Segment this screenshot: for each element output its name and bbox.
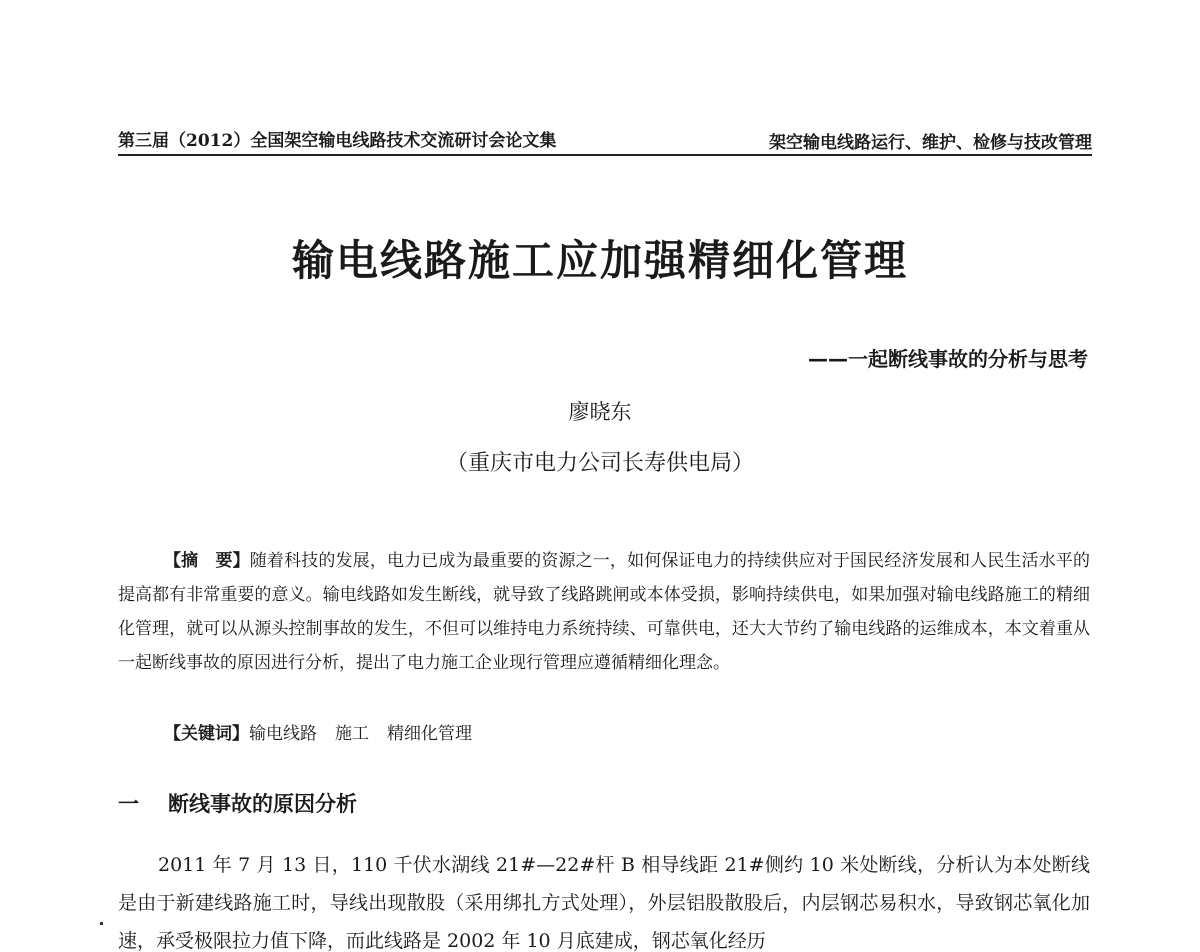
keyword-item: 输电线路 (249, 724, 317, 744)
section-number: 一 (118, 792, 139, 816)
body-paragraph: 2011 年 7 月 13 日，110 千伏水湖线 21#—22#杆 B 相导线距 21#侧约 10 米处断线，分析认为本处断线是由于新建线路施工时，导线出现散股（采用绑扎方式处理），外层铝股散股后，内层钢芯易积水，导致钢芯氧化加速，承受极限拉力值下降，而此线路是 2002 年 10 月底建成，钢芯氧化经历 (118, 854, 1090, 952)
paper-title: 输电线路施工应加强精细化管理 (291, 236, 908, 285)
header-proceedings-title: 第三届（2012）全国架空输电线路技术交流研讨会论文集 (118, 131, 557, 151)
scan-speck (100, 922, 103, 925)
running-header (118, 122, 1092, 156)
header-section-title: 架空输电线路运行、维护、检修与技改管理 (769, 133, 1092, 153)
keyword-item: 施工 (335, 724, 369, 744)
keyword-item: 精细化管理 (387, 724, 472, 744)
abstract-label: 【摘 要】 (164, 551, 250, 571)
keywords-label: 【关键词】 (164, 724, 249, 744)
author-affiliation: （重庆市电力公司长寿供电局） (445, 451, 754, 476)
keywords (164, 719, 490, 749)
section-title: 断线事故的原因分析 (168, 792, 357, 816)
section-heading (118, 788, 357, 818)
abstract (118, 544, 1090, 680)
paper-subtitle: ——一起断线事故的分析与思考 (808, 347, 1088, 371)
author-name: 廖晓东 (568, 400, 632, 424)
abstract-text: 随着科技的发展，电力已成为最重要的资源之一，如何保证电力的持续供应对于国民经济发展和人民生活水平的提高都有非常重要的意义。输电线路如发生断线，就导致了线路跳闸或本体受损，影响持续供电，如果加强对输电线路施工的精细化管理，就可以从源头控制事故的发生，不但可以维持电力系统持续、可靠供电，还大大节约了输电线路的运维成本，本文着重从一起断线事故的原因进行分析，提出了电力施工企业现行管理应遵循精细化理念。 (118, 551, 1091, 673)
